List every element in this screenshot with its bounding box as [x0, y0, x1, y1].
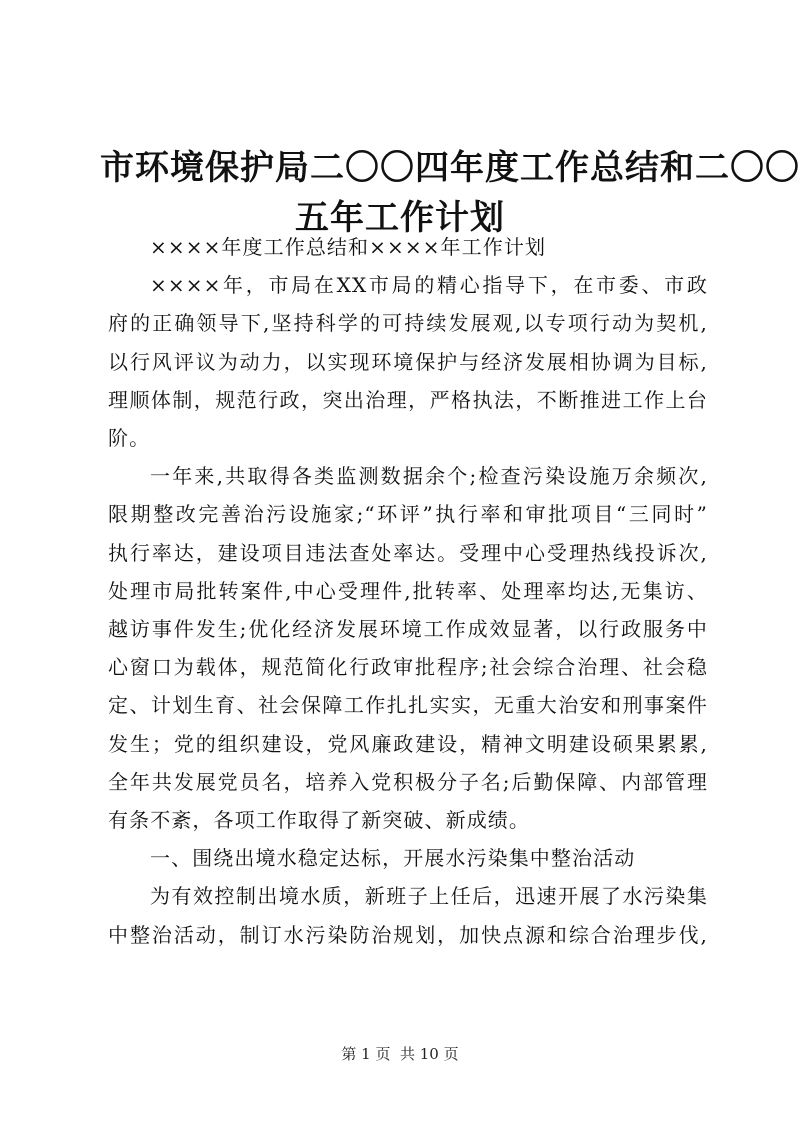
title-line-2: 五年工作计划	[295, 198, 505, 238]
text-line: ××××年度工作总结和××××年工作计划	[150, 235, 547, 259]
text-line: 执行率达，建设项目违法查处率达。受理中心受理热线投诉次,	[108, 540, 708, 565]
text-line: 府的正确领导下,坚持科学的可持续发展观,以专项行动为契机,	[108, 311, 708, 336]
text-line: 发生；党的组织建设，党风廉政建设，精神文明建设硕果累累,	[108, 731, 708, 756]
text-line: 一年来,共取得各类监测数据余个;检查污染设施万余频次,	[150, 464, 708, 489]
paragraph-water-pollution	[108, 877, 708, 953]
text-line: 限期整改完善治污设施家;“环评”执行率和审批项目“三同时”	[108, 502, 708, 527]
text-line: 有条不紊，各项工作取得了新突破、新成绩。	[108, 808, 530, 833]
title-line-1: 市环境保护局二〇〇四年度工作总结和二〇〇	[100, 148, 800, 188]
text-line: 全年共发展党员名，培养入党积极分子名;后勤保障、内部管理	[108, 769, 708, 794]
text-line: 处理市局批转案件,中心受理件,批转率、处理率均达,无集访、	[108, 578, 708, 603]
page-number: 第 1 页 共 10 页	[341, 1045, 459, 1063]
document-body	[108, 228, 708, 954]
paragraph-intro	[108, 266, 708, 457]
paragraph-subtitle	[108, 228, 708, 266]
text-line: 定、计划生育、社会保障工作扎扎实实，无重大治安和刑事案件	[108, 693, 708, 718]
paragraph-annual-summary	[108, 457, 708, 839]
text-line: 以行风评议为动力，以实现环境保护与经济发展相协调为目标,	[108, 349, 708, 374]
text-line: 理顺体制，规范行政，突出治理，严格执法，不断推进工作上台	[108, 387, 708, 412]
text-line: 越访事件发生;优化经济发展环境工作成效显著，以行政服务中	[108, 617, 708, 642]
text-line: 一、围绕出境水稳定达标，开展水污染集中整治活动	[150, 846, 636, 871]
text-line: 中整治活动，制订水污染防治规划，加快点源和综合治理步伐,	[108, 922, 708, 947]
text-line: 心窗口为载体，规范简化行政审批程序;社会综合治理、社会稳	[108, 655, 708, 680]
text-line: ××××年，市局在XX市局的精心指导下，在市委、市政	[150, 273, 708, 298]
text-line: 为有效控制出境水质，新班子上任后，迅速开展了水污染集	[150, 884, 708, 909]
page-footer	[0, 1043, 800, 1064]
section-heading	[108, 839, 708, 877]
text-line: 阶。	[108, 426, 151, 451]
